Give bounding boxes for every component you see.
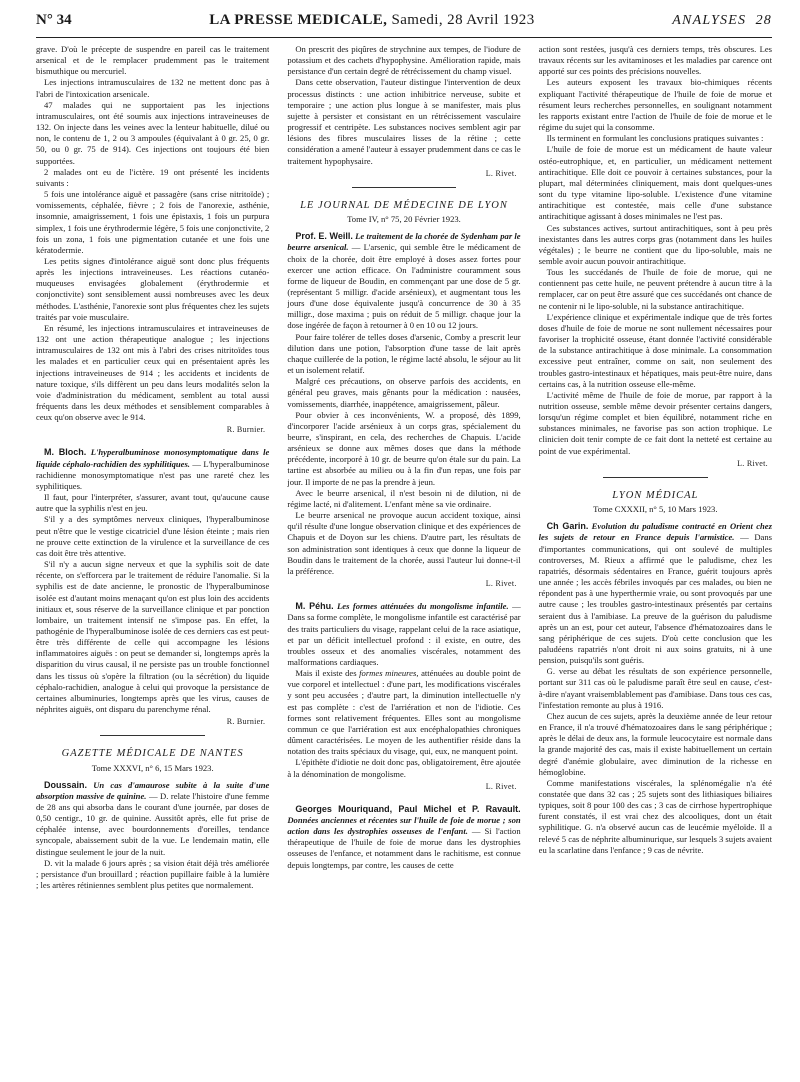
journal-heading: GAZETTE MÉDICALE DE NANTES [61, 748, 244, 760]
signature: L. Rivet. [737, 458, 768, 468]
divider [603, 477, 708, 478]
column-2 [287, 44, 520, 1074]
article-author: Ch Garin. [546, 521, 589, 532]
paragraph: Les auteurs exposent les travaux bio-chimiques récents expliquant l'activité thérapeutique de l'huile de foie de morue et résument leurs recherches personnelles, en soulignant notamment les rapports existant entre l'action de l'huile de foie de morue et le régime du sujet qui la consomme. [538, 77, 772, 133]
article-title: Evolution du paludisme contracté en Orient chez les sujets de retour en France depuis l'armistice. [538, 521, 772, 543]
paragraph: Le beurre arsenical ne provoque aucun accident toxique, ainsi qu'il résulte d'une longue observation clinique et des expériences de Chapuis et de Doyon sur les chiens. D'autre part, les résultats de son administration sont identiques à ceux que donne la liqueur de Boudin dans le traitement de la chorée, aussi l'auteur lui donne-t-il la préférence. [287, 510, 521, 576]
text-run: Mais il existe des [295, 668, 357, 679]
signature: R. Burnier. [226, 717, 266, 727]
columns [36, 44, 772, 1074]
issue-number: N° 34 [36, 12, 72, 28]
article-title: Le traitement de la chorée de Sydenham par le beurre arsenical. [287, 231, 521, 253]
article-text: — Dans d'importantes communications, qui ont soulevé de multiples controverses, M. Rieux a affirmé que le paludisme, chez les rapatriés, désormais sédentaires en France, guérit toujours après une année ; les accès fébriles invoqués par ces malades, ou bien ne répondent pas à une hyperthermie vraie, ou sont provoqués par une autre cause ; les troubles gastro-intestinaux présentés par certains seraient dus à l'amibiase. La preuve de la guérison du paludisme après un an est, pour cet auteur, l'absence d'hématozoaires dans le sang périphérique de ces sujets. D'où cette conclusion que les paludéens rapatriés n'ont droit ni aux soins gratuits, ni à une pension, puisqu'ils sont guéris. [538, 532, 772, 666]
article-text: — L'arsenic, qui semble être le médicament de choix de la chorée, doit être employé à doses assez fortes pour exercer une action efficace. On l'administre couramment sous forme de liqueur de Boudin, en commençant par une dose de 5 gr. (représentant 5 milligr. d'acide arsénieux), et augmentant tous les jours d'une dose équivalente jusqu'à concurrence de 30 à 35 milligr., dose maxima ; puis on réduit de 5 milligr. chaque jour la dose ingérée de façon à retourner à 0 en 10 ou 12 jours. [287, 242, 521, 331]
article-abstract [36, 447, 269, 492]
paragraph: L'huile de foie de morue est un médicament de haute valeur ostéo-eutrophique, et, en particulier, un médicament nettement antirachitique. Elle doit ce pouvoir à certaines substances, pour la plupart, mal déterminées cliniquement, mais dont quelques-unes sont du type vitamine lipo-soluble. L'existence d'une vitamine antirachitique est contestée, mais celle d'une substance antirachitique agissant à doses minimales ne l'est pas. [538, 144, 772, 222]
divider [352, 187, 457, 188]
column-1 [36, 44, 269, 1074]
paragraph: D. vit la malade 6 jours après ; sa vision était déjà très améliorée ; persistance d'un brouillard ; réaction pupillaire faible à la lumière ; les artères rétiniennes semblent plus petites que normalement. [36, 857, 270, 891]
paragraph: Les injections intramusculaires de 132 ne mettent donc pas à l'abri de l'intoxication arsenicale. [36, 77, 270, 99]
paragraph: Pour obvier à ces inconvénients, W. a proposé, dès 1899, d'incorporer l'acide arsénieux à un corps gras, spécialement du beurre, s'inspirant, en cela, des recherches de Chapuis. L'acide arsénieux se donne aux mêmes doses que dans la méthode précédente, incorporé à 10 gr. de beurre qu'on étale sur du pain. La tartine est absorbée au milieu ou à la fin d'un repas, une fois par jour. Il importe de ne pas la prendre à jeun. [287, 409, 521, 487]
page-number: 28 [755, 13, 772, 28]
paragraph: Chez aucun de ces sujets, après la deuxième année de leur retour en France, il n'a trouvé d'hématozoaires dans le sang périphérique ; après le délai de deux ans, la formule leucocytaire est normale dans la grande majorité des cas, mais il existe habituellement un certain degré d'anémie globulaire, avec diminution de la richesse en hémoglobine. [538, 710, 772, 777]
article-abstract [287, 601, 520, 668]
paragraph: L'activité même de l'huile de foie de morue, par rapport à la nutrition osseuse, semble même devoir présenter certains dangers, lorsqu'un régime complet et bien équilibré, notamment riche en substances minimales, ne favorise pas son action trophique. Le clinicien doit tenir compte de ce fait dont la netteté est certaine au point de vue expérimental. [538, 389, 772, 456]
article-text: — Dans sa forme complète, le mongolisme infantile est caractérisé par des traits particuliers du visage, rappelant celui de la race asiatique, et par un déficit intellectuel profond : il existe, en outre, des troubles osseux et des anomalies viscérales, notamment des malformations cardiaques. [287, 601, 521, 667]
paragraph: 5 fois une intolérance aiguë et passagère (sans crise nitritoïde) ; vomissements, céphalée, fièvre ; 2 fois de l'anorexie, asthénie, insomnie, amaigrissement, 1 fois une épistaxis, 1 fois un purpura simplex, 1 fois une érythrodermie légère, 5 fois une conjonctivite, 2 fois un zona, 1 fois une pigmentation cutanée et une fois une kératodermie. [36, 189, 270, 255]
paragraph: action sont restées, jusqu'à ces derniers temps, très obscures. Les travaux récents sur les avitaminoses et les maladies par carence ont apporté sur ces points des précisions nouvelles. [538, 44, 772, 77]
header-rule [36, 37, 772, 38]
journal-name: LA PRESSE MEDICALE, [209, 12, 388, 28]
paragraph: G. verse au débat les résultats de son expérience personnelle, portant sur 311 cas où le paludisme paraît être seul en cause, c'est-à-dire n'ayant vraisemblablement pas d'amibiase. Dans tous ces cas, l'infestation remonte au plus à 1916. [538, 666, 772, 710]
article-text: — Si l'action thérapeutique de l'huile de foie de morue dans les dystrophies osseuses de l'enfance, et notamment dans le rachitisme, est connue depuis longtemps, par contre, les causes de cette [287, 826, 521, 870]
paragraph: En résumé, les injections intramusculaires et intraveineuses de 132 ont une action thérapeutique analogue ; les injections intramusculaires de 132 ont mis à l'abri des crises nitritoïdes tous les malades et en particulier ceux qui en présentaient après les injections intraveineuses de 914 ; les accidents et incidents de nature toxique, s'ils diffèrent un peu dans leurs modalités selon la voie d'administration du médicament, semblent au total aussi fréquents dans les deux méthodes et sensiblement comparables à ceux qu'on observe avec le 914. [36, 322, 270, 423]
paragraph: Les petits signes d'intolérance aiguë sont donc plus fréquents après les injections intraveineuses. Les réactions cutanéo-muqueuses envisagées globalement (érythrodermie et conjonctivite) sont sensiblement aussi nombreuses avec les deux méthodes. L'asthénie, l'anorexie sont plus fréquentes chez les sujets traités par voie musculaire. [36, 255, 270, 322]
article-abstract [36, 780, 269, 858]
paragraph: 2 malades ont eu de l'ictère. 19 ont présenté les incidents suivants : [36, 166, 270, 188]
paragraph: S'il y a des symptômes nerveux cliniques, l'hyperalbuminose peut n'être que le vestige cicatriciel d'une lésion éteinte ; mais rien ne prouve cette extinction de la virulence et la surveillance de ces cas doit être très attentive. [36, 514, 270, 558]
paragraph: L'épithète d'idiotie ne doit donc pas, obligatoirement, être ajoutée à la dénomination de mongolisme. [287, 757, 521, 779]
article-title: Données anciennes et récentes sur l'huile de foie de morue ; son action dans les dystrophies osseuses de l'enfant. [287, 815, 521, 837]
emphasis: formes mineures [359, 668, 417, 679]
signature: L. Rivet. [485, 781, 517, 791]
paragraph: Pour faire tolérer de telles doses d'arsenic, Comby a prescrit leur dilution dans une potion, l'absorption d'une tasse de lait après chaque cuillerée de la potion, le régime lacté absolu, le séjour au lit et un isolement relatif. [287, 331, 521, 376]
paragraph: L'expérience clinique et expérimentale indique que de très fortes doses d'huile de foie de morue ne sont nullement nécessaires pour favoriser la trophicité osseuse, étant donnée l'activité considérable de la substance antirachitique à dose minimale. La consommation excessive peut entraîner, comme on sait, non seulement des troubles gastro-intestinaux et hépatiques, mais peut-être nuire, dans certains cas, à la nutrition osseuse elle-même. [538, 311, 772, 389]
article-author: Prof. E. Weill. [295, 231, 353, 242]
article-author: Doussain. [44, 779, 88, 790]
signature: R. Burnier. [226, 425, 266, 435]
paragraph: Avec le beurre arsenical, il n'est besoin ni de dilution, ni de régime lacté, ni d'alitement. L'enfant mène sa vie ordinaire. [287, 487, 521, 509]
article-author: M. Péhu. [295, 601, 334, 612]
journal-heading: LYON MÉDICAL [612, 489, 699, 501]
divider [100, 735, 205, 736]
signature: L. Rivet. [485, 579, 517, 589]
article-author: M. Bloch. [44, 447, 87, 458]
column-3 [539, 44, 772, 1074]
paragraph: 47 malades qui ne supportaient pas les injections intramusculaires, ont été soumis aux injections intraveineuses de 132. On injecte dans les veines avec la lenteur habituelle, dilué ou non, le contenu de 1, 2 ou 3 ampoules (équivalant à 0 gr. 25, 0 gr. 50, ou 0 gr. 75 de 914). Ces injections ont toujours été bien supportées. [36, 99, 270, 166]
paragraph: grave. D'où le précepte de suspendre en pareil cas le traitement arsenical et de le remplacer prudemment pas le traitement bismuthique ou mercuriel. [36, 44, 270, 77]
article-author: Georges Mouriquand, Paul Michel et P. Ravault. [295, 803, 521, 814]
journal-issue: Tome XXXVI, n° 6, 15 Mars 1923. [91, 762, 214, 773]
section-label [672, 13, 772, 29]
paragraph: Dans cette observation, l'auteur distingue l'intervention de deux processus distincts : une action inhibitrice nerveuse, subite et temporaire ; une action plus longue à se manifester, mais plus sujette à persister et consistant en un rétrécissement vasculaire progressif et centripète. Les substances nocives semblent agir par lésions des fibres musculaires lisses de la rétine ; cette considération a amené l'auteur à essayer prudemment dans ce cas le traitement hypophysaire. [287, 77, 521, 166]
article-title: L'hyperalbuminose monosymptomatique dans le liquide céphalo-rachidien des syphilitiques. [36, 447, 270, 469]
article-abstract [287, 231, 520, 331]
journal-masthead [209, 12, 534, 29]
journal-issue: Tome CXXXII, n° 5, 10 Mars 1923. [593, 504, 718, 515]
paragraph: Ils terminent en formulant les conclusions pratiques suivantes : [546, 133, 764, 144]
paragraph: Il faut, pour l'interpréter, s'assurer, avant tout, qu'aucune cause autre que la syphilis n'est en jeu. [36, 492, 270, 514]
paragraph: Ces substances actives, surtout antirachitiques, sont à peu près inexistantes dans les autres corps gras (notamment dans les huiles végétales) ; le beurre ne contient que du lipo-soluble, mais ne semble avoir aucun pouvoir antirachitique. [538, 222, 772, 266]
signature: L. Rivet. [485, 168, 517, 178]
article-title: Un cas d'amaurose subite à la suite d'une absorption massive de quinine. [36, 779, 270, 801]
text-run: , atténuées au double point de vue corporel et intellectuel : d'une part, les modifications viscérales y sont peu accusées ; d'autre part, la diminution intellectuelle n'y est pas complète : c'est de l'arriération et non de l'idiotie. Ces formes sont relativement fréquentes. Elles sont au mongolisme commun ce que l'arriération est aux encéphalopathies chroniques dûment caractérisées. Le moyen de les authentifier réside dans la notation des traits spéciaux du visage, qui, eux, ne manquent point. [287, 668, 521, 757]
paragraph: Malgré ces précautions, on observe parfois des accidents, en général peu graves, mais gênants pour la médication : nausées, vomissements, diarrhée, inappétence, amaigrissement, pâleur. [287, 376, 521, 409]
page-header [36, 0, 772, 32]
journal-issue: Tome IV, n° 75, 20 Février 1923. [347, 214, 461, 225]
paragraph [287, 668, 520, 757]
paragraph: Comme manifestations viscérales, la splénomégalie n'a été constatée que dans 32 cas ; 25 sujets sont des lithiasiques biliaires typiques, soit 8 pour 100 des cas ; 3 cas de cirrhose hypertrophique furent constatés, il est vrai chez des alcooliques, dont un était syphilitique. G. n'a observé aucun cas de leucémie myéloïde. Il a relevé 5 cas de néphrite albuminurique, sur lesquels 3 sujets avaient eu la scarlatine dans l'enfance ; 9 cas de névrite. [538, 777, 772, 855]
paragraph: On prescrit des piqûres de strychnine aux tempes, de l'iodure de potassium et des cachets d'hypophysine. Amélioration rapide, mais persistance d'un certain degré de rétrécissement du champ visuel. [287, 44, 521, 77]
paragraph: S'il n'y a aucun signe nerveux et que la syphilis soit de date récente, on s'efforcera par le traitement de réduire l'anomalie. Si la syphilis est de date ancienne, le pronostic de l'hyperalbuminose isolée est d'autant moins menaçant qu'on est plus loin des accidents initiaux et, sous réserve de la surveillance clinique et par ponction lombaire, un traitement intensif ne s'impose pas. En effet, la pathogénie de l'hyperalbuminose isolée de ces derniers cas est peut-être très différente de celle qui accompagne les lésions inflammatoires aiguës : on peut se demander si, longtemps après la disparition du virus causal, il ne persiste pas un trouble fonctionnel dans les tissus où s'opère la filtration (ou la sécrétion) du liquide céphalo-rachidien, analogue à celui qui provoque la persistance de certaines albuminuries, longtemps après que les virus, causes de néphrites aiguës, ont disparu du parenchyme rénal. [36, 559, 270, 715]
journal-heading: LE JOURNAL DE MÉDECINE DE LYON [300, 199, 508, 211]
article-text: — D. relate l'histoire d'une femme de 28 ans qui absorba dans le courant d'une journée, par doses de 0,50 centigr., 10 gr. de quinine. Aussitôt après, elle fut prise de céphalée intense, avec bourdonnements d'oreilles, tendance syncopale, abaissement subit de la vue. Le lendemain matin, elle distingue seulement le jour de la nuit. [36, 790, 270, 857]
article-title: Les formes atténuées du mongolisme infantile. [337, 601, 509, 612]
article-abstract [539, 521, 772, 666]
issue-date: Samedi, 28 Avril 1923 [391, 12, 535, 28]
section-name: ANALYSES [672, 13, 747, 28]
article-abstract [287, 804, 520, 871]
article-text: — L'hyperalbuminose rachidienne monosymptomatique n'est pas une rareté chez les syphilitiques. [36, 458, 270, 491]
paragraph: Tous les succédanés de l'huile de foie de morue, qui ne contiennent pas cette huile, ne peuvent prétendre à aucun titre à la remplacer, car on peut être assuré que ces succédanés ont chance de ne contenir ni le lipo-soluble, ni la substance antirachitique. [538, 267, 772, 311]
